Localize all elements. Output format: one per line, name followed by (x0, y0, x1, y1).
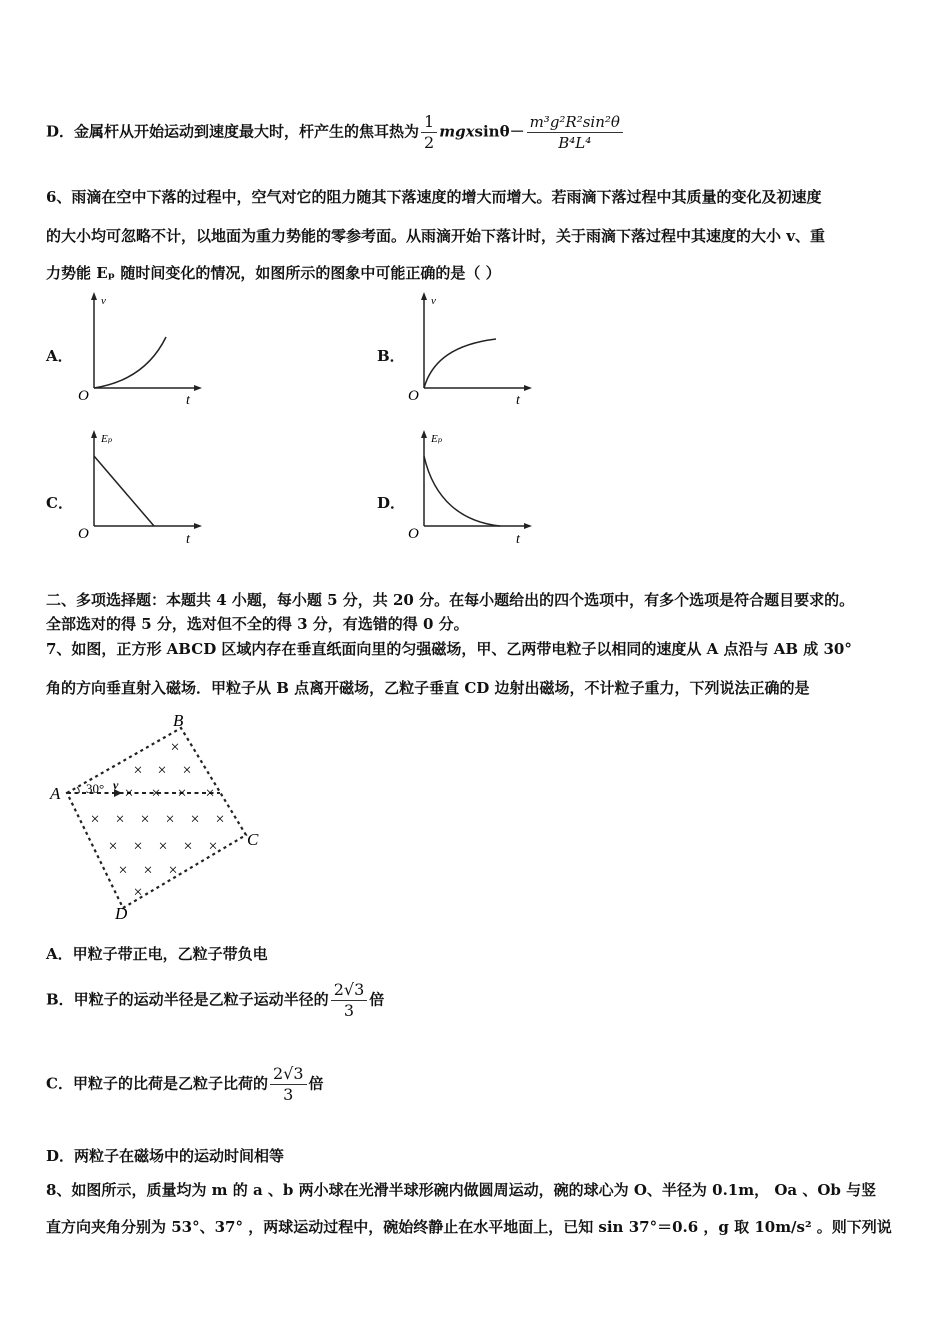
q7c-suffix: 倍 (308, 1074, 324, 1093)
magnetic-field-crosses (90, 739, 224, 901)
y-axis-arrow-icon (91, 430, 97, 438)
section2-line-2: 全部选对的得 5 分，选对但不全的得 3 分，有选错的得 0 分。 (46, 615, 469, 633)
origin-label: O (78, 388, 89, 404)
field-cross-mark: × (115, 811, 125, 828)
curve (94, 456, 154, 526)
q5-option-d (46, 112, 625, 153)
q6-option-c-label: C． (46, 494, 73, 512)
vertex-d-label: D (115, 904, 128, 923)
origin-label: O (408, 388, 419, 404)
origin-label: O (78, 526, 89, 542)
field-cross-mark: × (108, 838, 118, 855)
q7b-text: B．甲粒子的运动半径是乙粒子运动半径的 (46, 990, 329, 1009)
q7c-fraction: $\frac{2√3}{3}$ (270, 1064, 307, 1105)
x-label: t (516, 393, 520, 405)
field-cross-mark: × (182, 762, 192, 779)
y-label: v (431, 295, 436, 307)
q6-line-3: 力势能 Eₚ 随时间变化的情况，如图所示的图象中可能正确的是（ ） (46, 264, 501, 282)
vertex-a-label: A (50, 784, 61, 803)
vertex-c-label: C (247, 830, 259, 849)
vertex-b-label: B (173, 711, 184, 730)
half-fraction: $\frac{1}{2}$ (421, 112, 437, 153)
field-cross-mark: × (90, 811, 100, 828)
x-label: t (186, 393, 190, 405)
field-cross-mark: × (190, 811, 200, 828)
y-axis-arrow-icon (421, 292, 427, 300)
q6-option-d-label: D． (377, 494, 406, 512)
y-label: v (101, 295, 106, 307)
field-cross-mark: × (168, 862, 178, 879)
q6-option-a-label: A． (46, 347, 73, 365)
q7-line-2: 角的方向垂直射入磁场．甲粒子从 B 点离开磁场，乙粒子垂直 CD 边射出磁场，不计粒子重力，下列说法正确的是 (46, 679, 810, 697)
q6-graph-b (400, 290, 540, 405)
field-cross-mark: × (133, 838, 143, 855)
field-cross-mark: × (205, 785, 215, 802)
y-label: Eₚ (431, 433, 443, 445)
q5d-mgx: mgx (439, 122, 475, 141)
y-label: Eₚ (101, 433, 113, 445)
curve (94, 337, 166, 388)
energy-fraction: $\frac{\text{m³g²R²sin²θ}}{\text{B⁴L⁴}}$ (527, 112, 623, 153)
q7-option-b (46, 980, 384, 1021)
curve (424, 339, 496, 388)
field-cross-mark: × (177, 785, 187, 802)
q6-graph-d (400, 428, 540, 546)
field-cross-mark: × (143, 862, 153, 879)
curve (424, 456, 500, 526)
x-label: t (186, 532, 190, 546)
field-cross-mark: × (124, 785, 134, 802)
q7-option-d: D．两粒子在磁场中的运动时间相等 (46, 1147, 285, 1165)
q7-line-1: 7、如图，正方形 ABCD 区域内存在垂直纸面向里的匀强磁场，甲、乙两带电粒子以相同的速度从 A 点沿与 AB 成 30° (46, 640, 852, 658)
q6-graph-a (70, 290, 210, 405)
q7c-text: C．甲粒子的比荷是乙粒子比荷的 (46, 1074, 268, 1093)
field-cross-mark: × (170, 739, 180, 756)
origin-label: O (408, 526, 419, 542)
q5d-sin: sinθ－ (474, 122, 525, 141)
q7-figure (40, 705, 280, 925)
field-cross-mark: × (183, 838, 193, 855)
q7b-suffix: 倍 (369, 990, 385, 1009)
y-axis-arrow-icon (91, 292, 97, 300)
field-cross-mark: × (118, 862, 128, 879)
x-axis-arrow-icon (524, 385, 532, 391)
field-cross-mark: × (215, 811, 225, 828)
field-cross-mark: × (165, 811, 175, 828)
field-cross-mark: × (208, 838, 218, 855)
q6-graph-c (70, 428, 210, 546)
angle-label: 30° (86, 781, 105, 796)
q7-option-c (46, 1064, 324, 1105)
x-label: t (516, 532, 520, 546)
section2-line-1: 二、多项选择题：本题共 4 小题，每小题 5 分，共 20 分。在每小题给出的四个选项中，有多个选项是符合题目要求的。 (46, 591, 855, 609)
q8-line-2: 直方向夹角分别为 53°、37° ，两球运动过程中，碗始终静止在水平地面上，已知 sin 37°＝0.6 ，g 取 10m/s² 。则下列说 (46, 1218, 892, 1236)
y-axis-arrow-icon (421, 430, 427, 438)
field-cross-mark: × (158, 838, 168, 855)
field-cross-mark: × (133, 762, 143, 779)
q8-line-1: 8、如图所示，质量均为 m 的 a 、b 两小球在光滑半球形碗内做圆周运动，碗的球心为 O、半径为 0.1m， Oa 、Ob 与竖 (46, 1181, 877, 1199)
v-label: v (113, 778, 119, 792)
q6-option-b-label: B． (377, 347, 405, 365)
field-cross-mark: × (151, 785, 161, 802)
q6-line-1: 6、雨滴在空中下落的过程中，空气对它的阻力随其下落速度的增大而增大。若雨滴下落过程中其质量的变化及初速度 (46, 188, 822, 206)
x-axis-arrow-icon (194, 385, 202, 391)
q7b-fraction: $\frac{2√3}{3}$ (331, 980, 368, 1021)
field-cross-mark: × (140, 811, 150, 828)
q7-option-a: A．甲粒子带正电，乙粒子带负电 (46, 945, 268, 963)
q5d-text: D．金属杆从开始运动到速度最大时，杆产生的焦耳热为 (46, 122, 420, 141)
x-axis-arrow-icon (524, 523, 532, 529)
field-cross-mark: × (157, 762, 167, 779)
x-axis-arrow-icon (194, 523, 202, 529)
q6-line-2: 的大小均可忽略不计，以地面为重力势能的零参考面。从雨滴开始下落计时，关于雨滴下落过程中其速度的大小 v、重 (46, 227, 825, 245)
field-cross-mark: × (133, 884, 143, 901)
